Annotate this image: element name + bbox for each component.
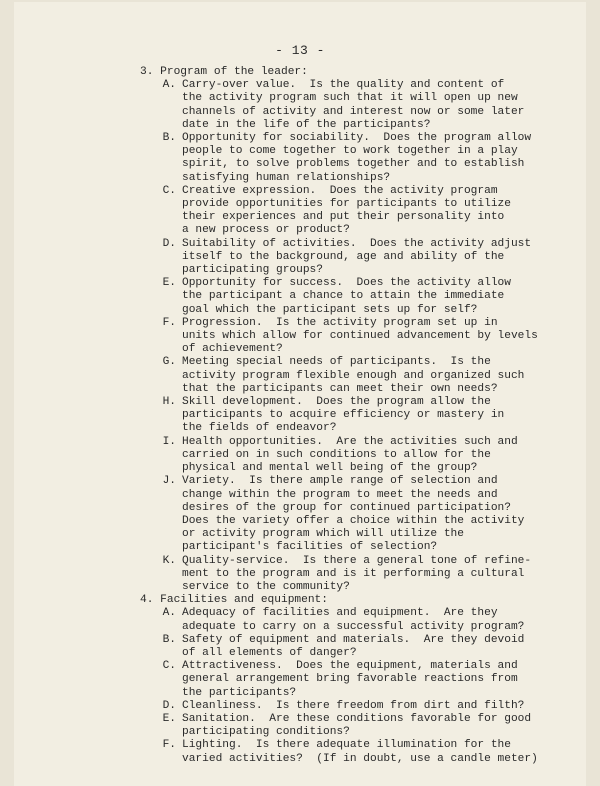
- list-item: [140, 356, 525, 396]
- text-line: their experiences and put their personality into: [182, 211, 505, 224]
- text-line: general arrangement bring favorable reactions from: [182, 673, 518, 686]
- item-letter: K.: [162, 554, 176, 567]
- text-line: provide opportunities for participants to utilize: [182, 198, 511, 211]
- text-line: date in the life of the participants?: [182, 118, 431, 131]
- item-text: [182, 555, 531, 595]
- text-line: service to the community?: [182, 580, 350, 593]
- item-letter: B.: [162, 132, 176, 145]
- text-line: physical and mental well being of the group?: [182, 462, 478, 475]
- item-letter: E.: [162, 712, 176, 725]
- item-text: [182, 700, 524, 713]
- text-line: the participants?: [182, 686, 297, 699]
- text-line: Lighting. Is there adequate illumination for the: [182, 739, 511, 752]
- text-line: participant's facilities of selection?: [182, 541, 438, 554]
- list-item: [140, 79, 525, 132]
- list-item: [140, 237, 532, 278]
- text-line: participating conditions?: [182, 726, 350, 739]
- item-text: [182, 634, 524, 660]
- item-text: [182, 277, 520, 317]
- text-line: Cleanliness. Is there freedom from dirt and filth?: [182, 699, 525, 712]
- text-line: Suitability of activities. Does the activity adjust: [182, 237, 532, 250]
- list-item: [140, 436, 520, 476]
- text-line: Safety of equipment and materials. Are they devoid: [182, 633, 525, 646]
- item-letter: C.: [162, 660, 176, 673]
- item-text: [182, 739, 538, 765]
- text-line: of all elements of danger?: [182, 646, 357, 659]
- item-text: [182, 436, 520, 476]
- section: [140, 594, 538, 766]
- text-line: channels of activity and interest now or some later: [182, 105, 525, 118]
- list-item: [140, 699, 525, 713]
- item-text: [182, 607, 524, 633]
- item-letter: F.: [162, 316, 176, 329]
- text-line: activity program flexible enough and organized such: [182, 369, 525, 382]
- text-line: Does the variety offer a choice within the activity: [182, 514, 525, 527]
- item-text: [182, 660, 520, 700]
- item-letter: G.: [162, 356, 176, 369]
- text-line: change within the program to meet the needs and: [182, 488, 498, 501]
- text-line: Attractiveness. Does the equipment, materials and: [182, 660, 518, 673]
- text-line: varied activities? (If in doubt, use a candle meter): [182, 752, 538, 765]
- text-line: goal which the participant sets up for self?: [182, 303, 478, 316]
- text-line: Creative expression. Does the activity program: [182, 184, 498, 197]
- list-item: [140, 475, 525, 554]
- text-line: Opportunity for sociability. Does the program allow: [182, 132, 532, 145]
- text-line: Meeting special needs of participants. Is the: [182, 356, 491, 369]
- document-body: [140, 66, 538, 766]
- page-number: - 13 -: [275, 43, 325, 58]
- item-letter: B.: [162, 633, 176, 646]
- text-line: adequate to carry on a successful activity program?: [182, 620, 525, 633]
- text-line: the participant a chance to attain the immediate: [182, 290, 505, 303]
- list-item: [140, 607, 525, 633]
- list-item: [140, 712, 532, 739]
- list-item: [140, 554, 532, 595]
- text-line: that the participants can meet their own needs?: [182, 382, 498, 395]
- text-line: Adequacy of facilities and equipment. Are they: [182, 607, 498, 620]
- text-line: people to come together to work together in a play: [182, 145, 518, 158]
- item-letter: I.: [162, 435, 176, 448]
- list-item: [140, 185, 520, 238]
- section: [140, 66, 538, 594]
- item-letter: E.: [162, 277, 176, 290]
- item-text: [182, 713, 531, 739]
- text-line: of achievement?: [182, 343, 283, 356]
- text-line: Skill development. Does the program allow the: [182, 396, 491, 409]
- item-text: [182, 185, 520, 238]
- text-line: Quality-service. Is there a general tone of refine-: [182, 554, 532, 567]
- section-title: 4. Facilities and equipment:: [140, 594, 328, 607]
- text-line: Sanitation. Are these conditions favorable for good: [182, 712, 532, 725]
- section-title: 3. Program of the leader:: [140, 66, 308, 78]
- item-text: [182, 356, 524, 396]
- list-item: [140, 316, 538, 357]
- text-line: Health opportunities. Are the activities such and: [182, 435, 518, 448]
- item-letter: D.: [162, 699, 176, 712]
- list-item: [140, 660, 520, 700]
- text-line: or activity program which will utilize the: [182, 528, 464, 541]
- text-line: Opportunity for success. Does the activity allow: [182, 277, 511, 290]
- item-letter: F.: [162, 739, 176, 752]
- list-item: [140, 739, 538, 765]
- item-text: [182, 238, 531, 278]
- item-text: [182, 132, 531, 185]
- item-letter: D.: [162, 237, 176, 250]
- text-line: participating groups?: [182, 264, 323, 277]
- text-line: spirit, to solve problems together and to establish: [182, 158, 525, 171]
- text-line: ment to the program and is it performing a cultural: [182, 567, 525, 580]
- item-text: [182, 79, 524, 132]
- text-line: desires of the group for continued participation?: [182, 501, 511, 514]
- item-text: [182, 396, 520, 436]
- text-line: a new process or product?: [182, 224, 350, 237]
- text-line: satisfying human relationships?: [182, 171, 391, 184]
- text-line: participants to acquire efficiency or mastery in: [182, 409, 505, 422]
- item-letter: A.: [162, 607, 176, 620]
- item-letter: C.: [162, 184, 176, 197]
- list-item: [140, 277, 520, 317]
- text-line: itself to the background, age and ability of the: [182, 250, 505, 263]
- text-line: Variety. Is there ample range of selection and: [182, 475, 498, 488]
- text-line: carried on in such conditions to allow for the: [182, 448, 491, 461]
- item-text: [182, 475, 524, 554]
- item-letter: J.: [162, 475, 176, 488]
- text-line: the activity program such that it will open up new: [182, 92, 518, 105]
- list-item: [140, 132, 532, 185]
- list-item: [140, 396, 520, 436]
- text-line: Carry-over value. Is the quality and content of: [182, 79, 505, 92]
- text-line: units which allow for continued advancement by levels: [182, 330, 538, 343]
- item-letter: H.: [162, 396, 176, 409]
- list-item: [140, 633, 525, 660]
- item-letter: A.: [162, 79, 176, 92]
- text-line: the fields of endeavor?: [182, 422, 337, 435]
- text-line: Progression. Is the activity program set up in: [182, 316, 498, 329]
- item-text: [182, 317, 538, 357]
